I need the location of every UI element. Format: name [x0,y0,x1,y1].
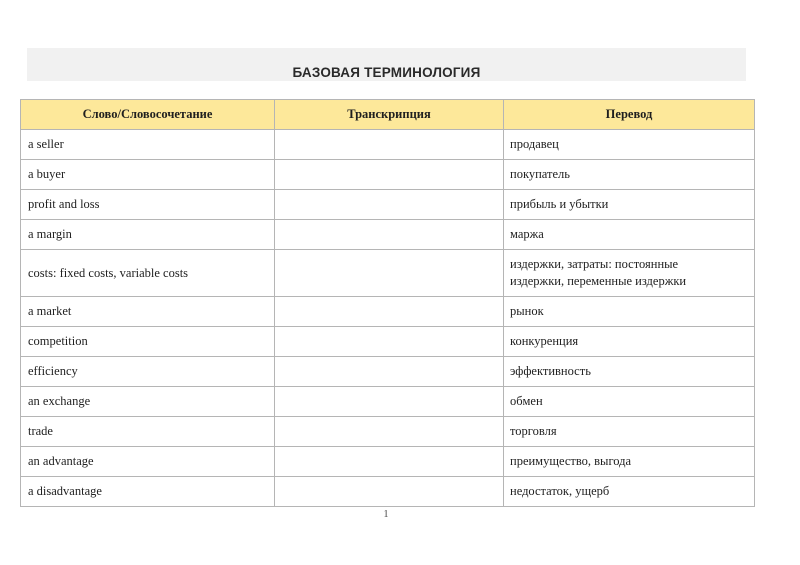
table-row [21,447,755,477]
header-word: Слово/Словосочетание [21,100,275,130]
table-row [21,250,755,297]
translation-cell: маржа [504,220,755,250]
word-cell: a buyer [21,160,275,190]
word-cell: a margin [21,220,275,250]
translation-cell: недостаток, ущерб [504,477,755,507]
transcription-cell [275,220,504,250]
table-row [21,160,755,190]
table-row [21,220,755,250]
translation-cell: прибыль и убытки [504,190,755,220]
word-cell: an exchange [21,387,275,417]
word-cell: an advantage [21,447,275,477]
translation-line: издержки, переменные издержки [510,274,687,288]
transcription-cell [275,357,504,387]
table-row [21,130,755,160]
word-cell: costs: fixed costs, variable costs [21,250,275,297]
table-row [21,477,755,507]
word-cell: trade [21,417,275,447]
word-cell: competition [21,327,275,357]
table-row [21,417,755,447]
translation-cell: конкуренция [504,327,755,357]
transcription-cell [275,417,504,447]
table-row [21,190,755,220]
transcription-cell [275,387,504,417]
transcription-cell [275,130,504,160]
document-title: БАЗОВАЯ ТЕРМИНОЛОГИЯ [292,65,481,80]
word-cell: profit and loss [21,190,275,220]
table-row [21,387,755,417]
header-transcription: Транскрипция [275,100,504,130]
table-header-row [21,100,755,130]
translation-cell: покупатель [504,160,755,190]
translation-cell [504,250,755,297]
word-cell: a disadvantage [21,477,275,507]
word-cell: a seller [21,130,275,160]
terminology-table [20,99,755,507]
word-cell: a market [21,297,275,327]
translation-cell: рынок [504,297,755,327]
transcription-cell [275,250,504,297]
translation-cell: обмен [504,387,755,417]
transcription-cell [275,297,504,327]
page-number: 1 [383,509,389,520]
translation-line: издержки, затраты: постоянные [510,257,679,271]
translation-cell: продавец [504,130,755,160]
table-row [21,357,755,387]
transcription-cell [275,327,504,357]
translation-cell: эффективность [504,357,755,387]
table-row [21,297,755,327]
translation-cell: преимущество, выгода [504,447,755,477]
transcription-cell [275,160,504,190]
header-translation: Перевод [504,100,755,130]
transcription-cell [275,447,504,477]
word-cell: efficiency [21,357,275,387]
transcription-cell [275,477,504,507]
translation-cell: торговля [504,417,755,447]
title-band [27,48,746,81]
transcription-cell [275,190,504,220]
table-row [21,327,755,357]
